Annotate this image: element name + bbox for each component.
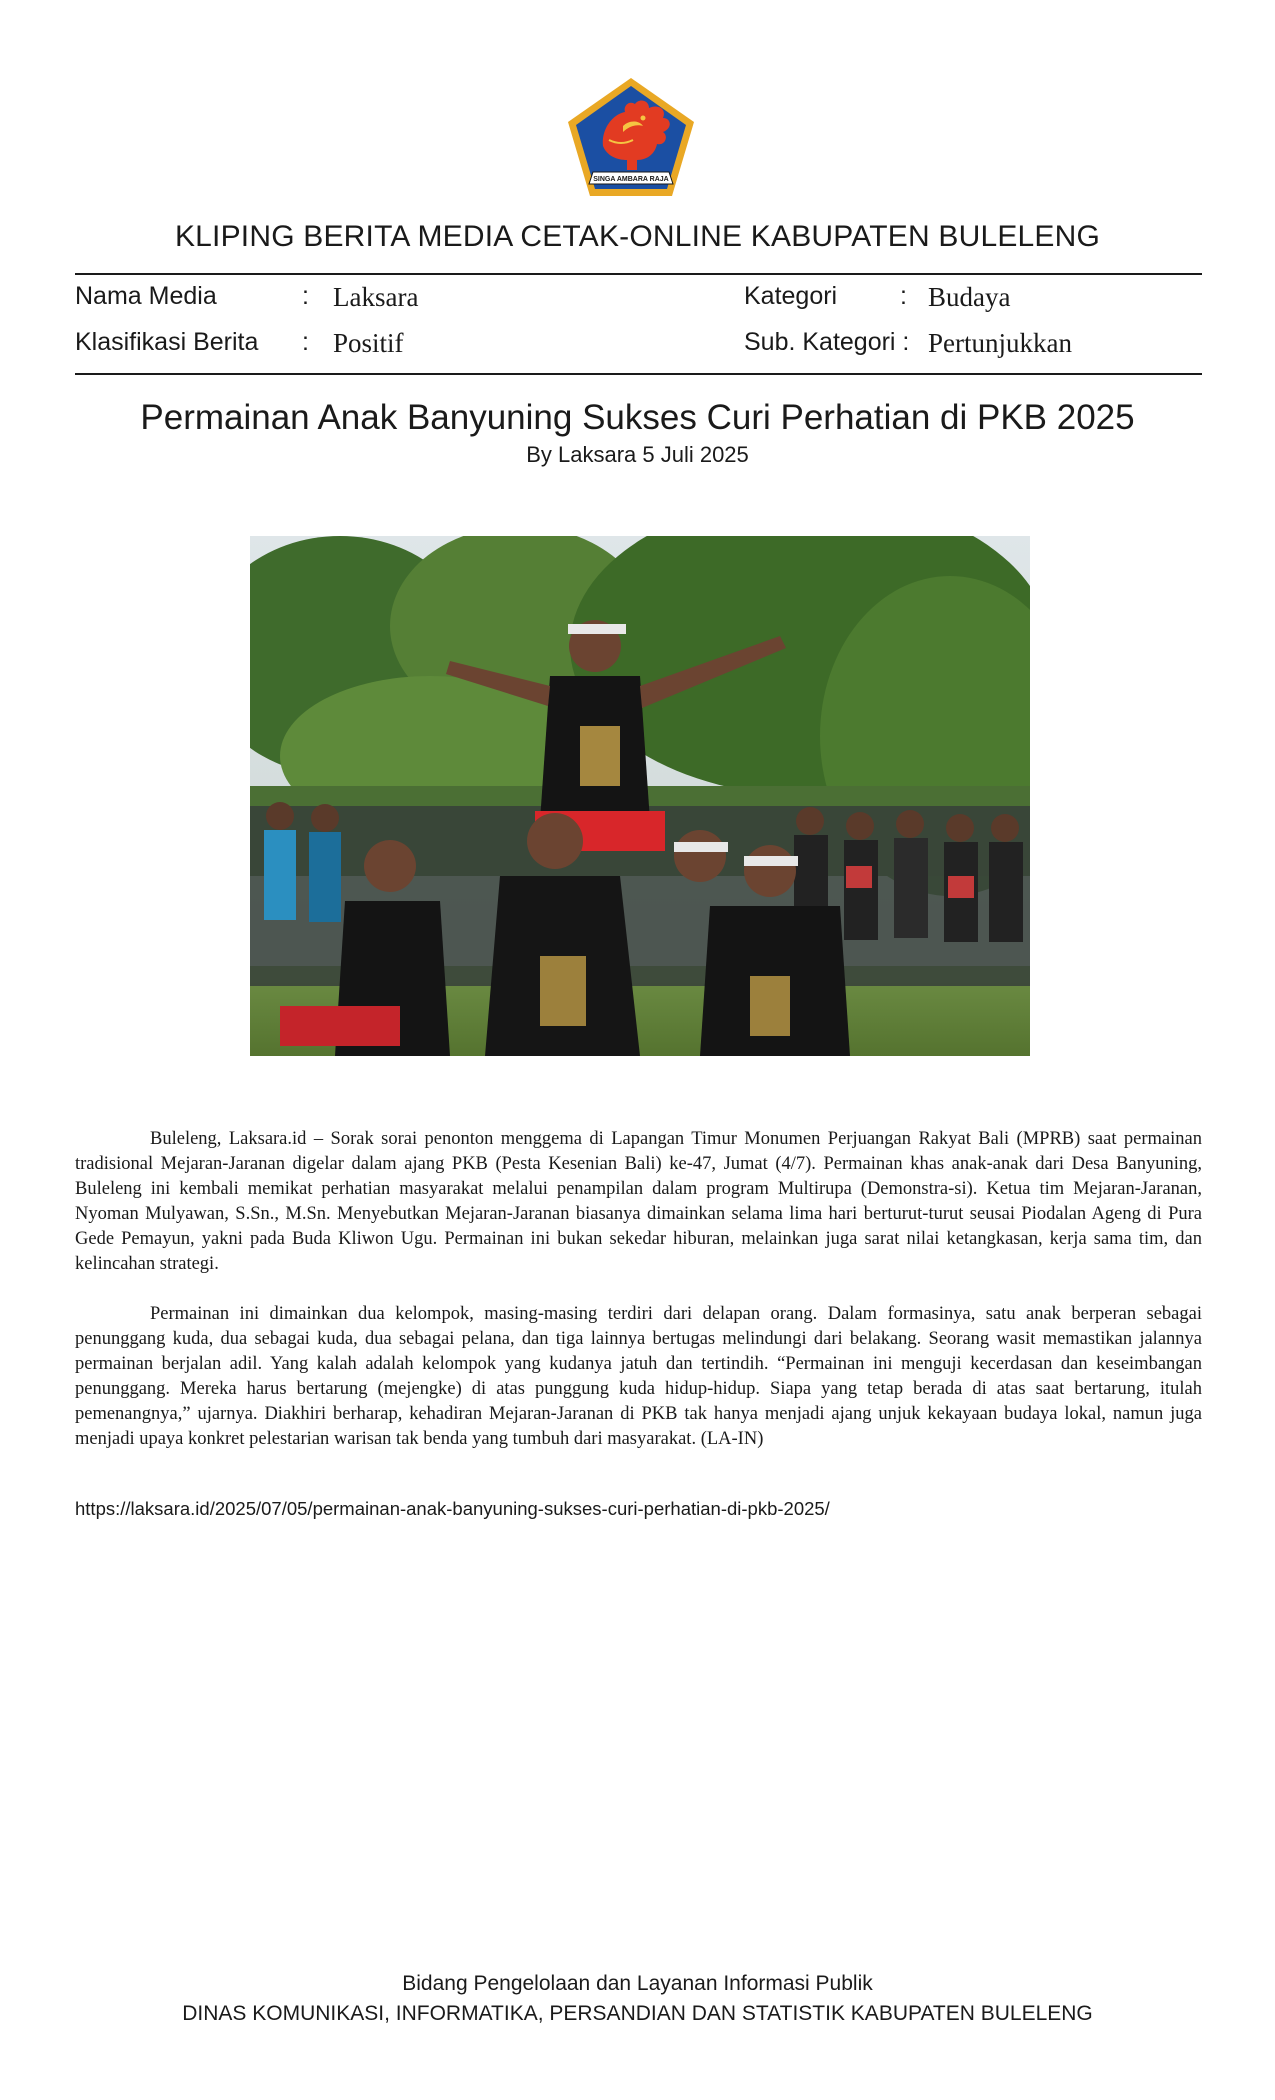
article-photo (250, 536, 1030, 1056)
header-divider-top (75, 273, 1202, 275)
photo-of-students-carrying-performer-on-shoulders (250, 536, 1030, 1056)
kategori-value: Budaya (928, 282, 1011, 312)
klasifikasi-berita-colon: : (302, 328, 309, 356)
sub-kategori-value: Pertunjukkan (928, 328, 1072, 358)
klasifikasi-berita-label: Klasifikasi Berita (75, 328, 259, 356)
article-headline: Permainan Anak Banyuning Sukses Curi Perhatian di PKB 2025 (140, 398, 1135, 437)
crest-ribbon-text: SINGA AMBARA RAJA (593, 176, 669, 183)
nama-media-label: Nama Media (75, 282, 217, 310)
kategori-label: Kategori (744, 282, 838, 310)
article-paragraph-1: Buleleng, Laksara.id – Sorak sorai penonton menggema di Lapangan Timur Monumen Perjuangan Rakyat Bali (MPRB) saat permainan tradisional Mejaran-Jaranan digelar dalam ajang PKB (Pesta Kesenian Bali) ke-47, Jumat (4/7). Permainan khas anak-anak dari Desa Banyuning, Buleleng ini kembali memikat perhatian masyarakat melalui penampilan dalam program Multirupa (Demonstra-si). Ketua tim Mejaran-Jaranan, Nyoman Mulyawan, S.Sn., M.Sn. Menyebutkan Mejaran-Jaranan biasanya dimainkan selama lima hari berturut-turut seusai Piodalan Ageng di Pura Gede Pemayun, yakni pada Buda Kliwon Ugu. Permainan ini bukan sekedar hiburan, melainkan juga sarat nilai ketangkasan, kerja sama tim, dan kelincahan strategi. (75, 1129, 1202, 1274)
nama-media-value: Laksara (333, 282, 419, 312)
article-source-link[interactable]: https://laksara.id/2025/07/05/permainan-anak-banyuning-sukses-curi-perhatian-di-pkb-2025/ (75, 1498, 830, 1519)
kategori-colon: : (900, 282, 907, 310)
article-byline: By Laksara 5 Juli 2025 (526, 442, 749, 467)
article-paragraph-2: Permainan ini dimainkan dua kelompok, masing-masing terdiri dari delapan orang. Dalam formasinya, satu anak berperan sebagai penunggang kuda, dua sebagai kuda, dua sebagai pelana, dan tiga lainnya bertugas melindungi dari belakang. Seorang wasit memastikan jalannya permainan berjalan adil. Yang kalah adalah kelompok yang kudanya jatuh dan tertindih. “Permainan ini menguji kecerdasan dan keseimbangan penunggang. Mereka harus bertarung (mejengke) di atas punggung kuda hidup-hidup. Siapa yang tetap berada di atas saat bertarung, itulah pemenangnya,” ujarnya. Diakhiri berharap, kehadiran Mejaran-Jaranan di PKB tak hanya menjadi ajang unjuk kekayaan budaya lokal, namun juga menjadi upaya konkret pelestarian warisan tak benda yang tumbuh dari masyarakat. (LA-IN) (75, 1304, 1202, 1449)
footer-department-line: Bidang Pengelolaan dan Layanan Informasi Publik (402, 1972, 873, 1995)
klasifikasi-berita-value: Positif (333, 328, 404, 358)
footer-agency-line: DINAS KOMUNIKASI, INFORMATIKA, PERSANDIAN DAN STATISTIK KABUPATEN BULELENG (182, 2002, 1093, 2025)
buleleng-crest-logo (563, 74, 699, 200)
nama-media-colon: : (302, 282, 309, 310)
singa-ambara-raja-crest-icon (563, 74, 699, 200)
document-header-title: KLIPING BERITA MEDIA CETAK-ONLINE KABUPATEN BULELENG (174, 220, 1101, 253)
header-divider-bottom (75, 373, 1202, 375)
sub-kategori-label: Sub. Kategori : (744, 328, 910, 356)
